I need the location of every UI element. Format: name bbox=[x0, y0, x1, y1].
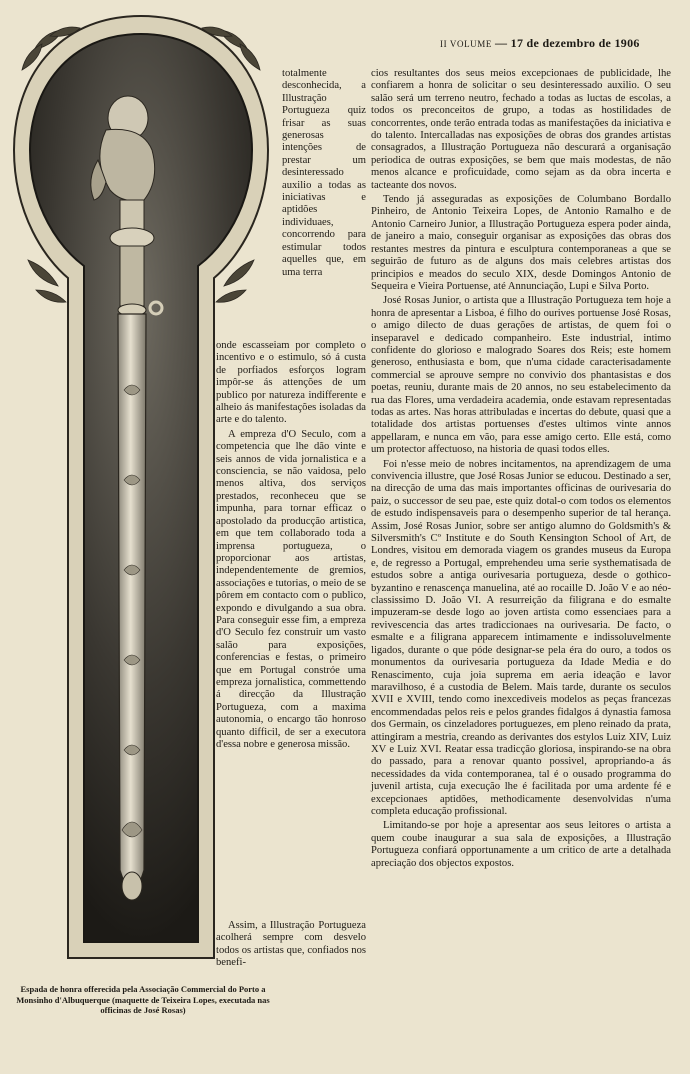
article-column-2 bbox=[371, 68, 671, 870]
page-header bbox=[440, 36, 662, 51]
paragraph: Tendo já asseguradas as exposições de Columbano Bordallo Pinheiro, de Antonio Teixeira Lopes, de Antonio Ramalho e de Antonio Carneiro Junior, a Illustração Portugueza espera poder ainda, de janeiro a maio, conseguir organisar as exposições das obras dos restantes mestres da pintura e esculptura contemporaneas a que se seguirão de futuro as de alguns dos mais celebres artistas dos principios e meados do seculo XIX, desde Domingos Antonio de Sequeira e Vieira Portuense, até Annunciação, Lupi e Silva Porto. bbox=[371, 194, 671, 292]
paragraph: José Rosas Junior, o artista que a Illustração Portugueza tem hoje a honra de apresentar a Lisboa, é filho do ourives portuense José Rosas, o amigo dilecto de duas gerações de artistas, de quem foi o inseparavel e dedicado companheiro. Este industrial, intimo confidente do glorioso e malogrado Soares dos Reis; este homem generoso, enthusiasta e bom, que n'uma cidade caracterisadamente commercial se aprouve sempre no convivio dos phantasistas e dos poetas, reuniu, durante mais de 20 annos, no seu estabelecimento da rua das Flores, uma verdadeira academia, onde estavam representadas todas as artes. Nas horas attribuladas e incertas do debute, quasi que a totalidade dos artistas portuenses d'estes ultimos vinte annos appellaram, e nunca em vão, para esse amigo certo. Elle está, como um protector affectuoso, na historia de quasi todos elles. bbox=[371, 295, 671, 456]
paragraph: totalmente desconhecida, a Illustração Portugueza quiz frisar as suas generosas intenções de prestar um desinteressado auxilio a todas as iniciativas e aptidões individuaes, concorrendo para estimular todos aquelles que, em uma terra bbox=[282, 68, 366, 278]
paragraph: Assim, a Illustração Portugueza acolherá sempre com desvelo todos os artistas que, confiados nos benefi- bbox=[216, 920, 366, 969]
paragraph: Limitando-se por hoje a apresentar aos seus leitores o artista a quem coube inaugurar a sua sala de exposições, a Illustração Portugueza confiará opportunamente a um critico de arte a detalhada apreciação dos objectos expostos. bbox=[371, 820, 671, 869]
paragraph: onde escasseiam por completo o incentivo e o estimulo, só á custa de porfiados esforços logram impôr-se ás attenções de um publico por natureza indifferente e alheio ás manifestações isoladas da arte e do talento. bbox=[216, 340, 366, 426]
issue-date: — 17 de dezembro de 1906 bbox=[495, 36, 640, 50]
article-column-1-top bbox=[282, 68, 366, 279]
article-column-1 bbox=[216, 340, 366, 751]
figure-caption: Espada de honra offerecida pela Associação Commercial do Porto a Monsinho d'Albuquerque (maquette de Teixeira Lopes, executada nas officinas de José Rosas) bbox=[16, 984, 270, 1015]
volume-label: II VOLUME bbox=[440, 39, 492, 49]
paragraph: A empreza d'O Seculo, com a competencia que lhe dão vinte e seis annos de vida jornalistica e a consciencia, se não vaidosa, pelo menos altiva, dos serviços prestados, reconheceu que se impunha, para tornar efficaz o apostolado da producção artistica, em que tem collaborado toda a imprensa portugueza, o proporcionar aos artistas, independentemente de gremios, associações e tutorias, o meio de se pôrem em contacto com o publico, expondo e divulgando a sua obra. Para conseguir esse fim, a empreza d'O Seculo fez construir um vasto salão para exposições, conferencias e festas, o primeiro que em Portugal constróe uma empreza jornalistica, commettendo á direcção da Illustração Portugueza, com a maxima autonomia, o encargo tão honroso quanto difficil, de ser a executora d'essa nobre e generosa missão. bbox=[216, 428, 366, 750]
paragraph: cios resultantes dos seus meios excepcionaes de publicidade, lhe confiarem a honra de solicitar o seu desinteressado auxilio. O seu salão será um terreno neutro, fechado a todas as luctas de escolas, a todos os preconceitos de grupo, a todas as hostilidades de concorrentes, onde terão entrada todas as manifestações da iniciativa e do talento. Intercalladas nas exposições de obras dos grandes artistas consagrados, a Illustração Portugueza não descurará a organisação periodica de outras exposições, se bem que mais modestas, de não menos alcance e proficuidade, como sejam as da obra incerta e tacteante dos novos. bbox=[371, 68, 671, 191]
article-column-1-end bbox=[216, 920, 366, 970]
paragraph: Foi n'esse meio de nobres incitamentos, na aprendizagem de uma convivencia illustre, que José Rosas Junior se educou. Destinado a ser, na direcção de uma das mais importantes officinas de ourivesaria do paiz, o successor de seu pae, este quiz dotal-o com todos os elementos de estudo indispensaveis para o desempenho superior de tal herança. Assim, José Rosas Junior, sobre ser antigo alumno do Goldsmith's & Silversmith's Cº Institute e do South Kensington School of Art, de Londres, visitou em demorada viagem os grandes museus da Europa e, de regresso a Portugal, emprehendeu uma serie systhematisada de estudos sobre a antiga ourivesaria portugueza, desde o gothico-byzantino e renascença manuelina, até ao rocaille D. João V e ao néo-classissimo D. João VI. A resurreição da filigrana e do esmalte impuzeram-se desde logo ao joven artista como essenciaes para a revivescencia das artes tradiccionaes na ourivesaria. De facto, o esmalte e a filigrana apparecem intimamente e indissoluvelmente ligados, durante o que póde designar-se pela éra do ouro, a todos os monumentos da ourivesaria portugueza da Idade Media e do Renascimento, cuja joia suprema em aeria ideação e lavor maravilhoso, é a custodia de Belem. Mais tarde, durante os seculos XVII e XVIII, tendo como inexcediveis modelos as peças francezas encommendadas pelos reis e pelos grandes fidalgos á dynastia famosa dos Germain, os cinzeladores portuguezes, em pleno reinado da prata, attingiram a mestria, creando as derivantes dos estylos Luiz XIV, Luiz XV e Luiz XVI. Reatar essa tradicção gloriosa, inspirando-se na obra do passado, para a renovar quanto possivel, apropriando-a ás necessidades da vida contemporanea, tal é o ousado programma do juvenil artista, cuja execução lhe é facilitada por uma ardente fé e excepcionaes aptidões, methodicamente desenvolvidas n'uma completa educação profissional. bbox=[371, 458, 671, 817]
